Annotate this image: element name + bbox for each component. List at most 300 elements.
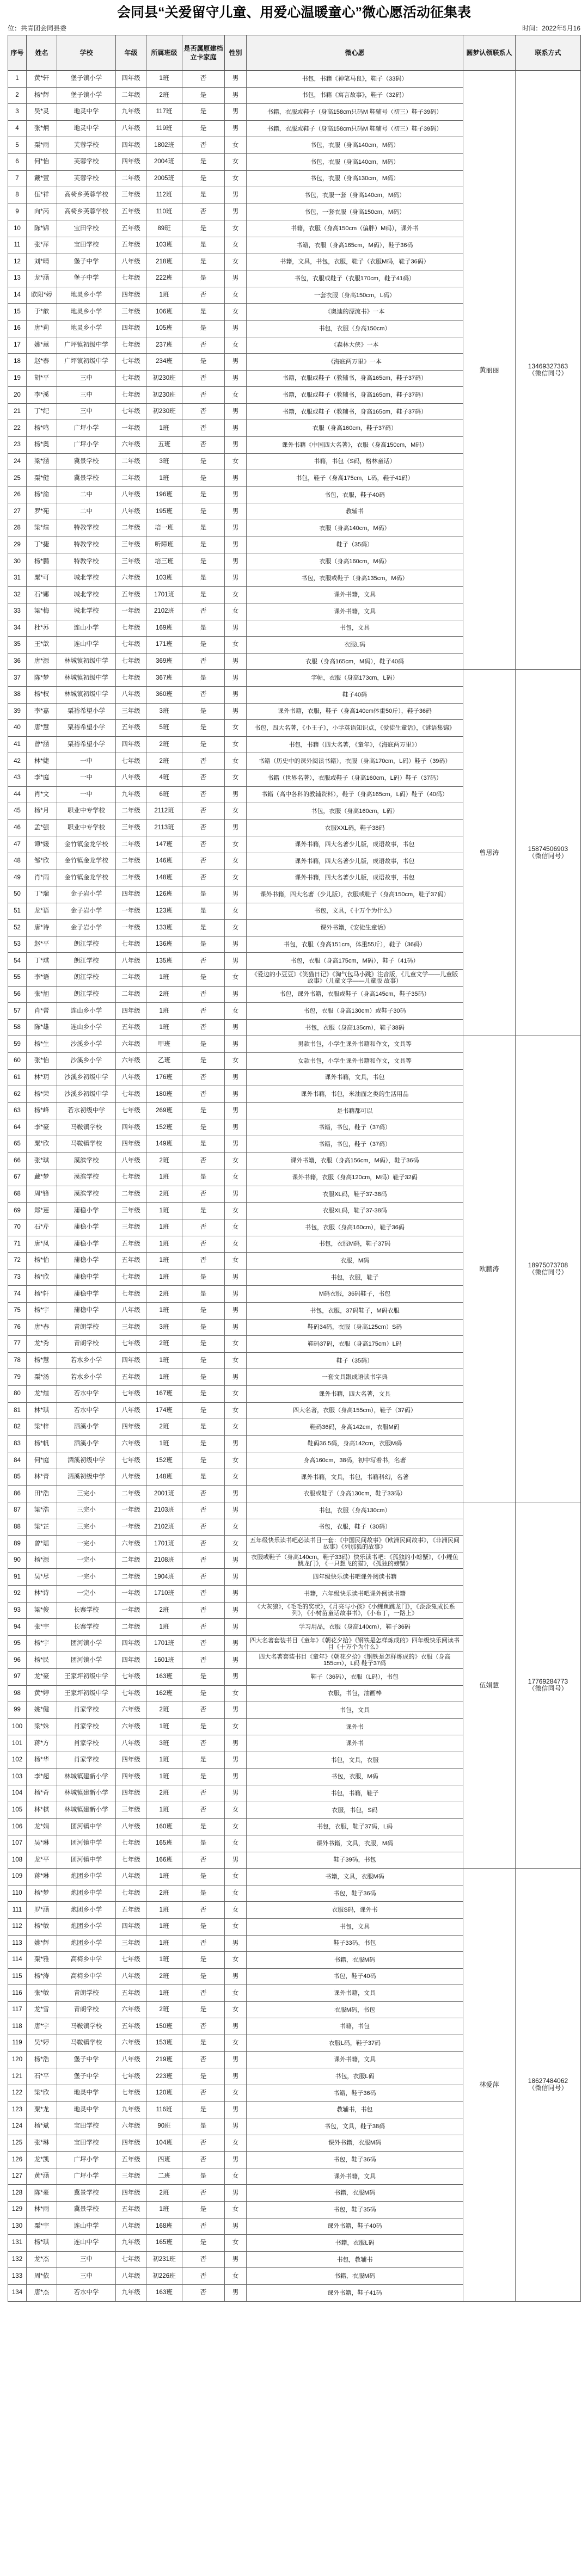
school-name: 一完小 xyxy=(57,1536,116,1552)
grade: 四年级 xyxy=(116,1419,146,1436)
grade: 六年级 xyxy=(116,1036,146,1053)
wish-text: 书籍，书包 xyxy=(247,2018,463,2035)
school-name: 职业中专学校 xyxy=(57,819,116,836)
gender: 男 xyxy=(225,1119,247,1136)
row-number: 93 xyxy=(8,1602,27,1619)
wish-text: 书籍，衣服M码 xyxy=(247,1952,463,1969)
poverty-status: 否 xyxy=(182,1652,225,1669)
gender: 女 xyxy=(225,2135,247,2152)
gender: 男 xyxy=(225,2118,247,2135)
poverty-status: 是 xyxy=(182,970,225,987)
gender: 男 xyxy=(225,1669,247,1686)
poverty-status: 是 xyxy=(182,1169,225,1186)
class-name: 1班 xyxy=(146,1236,182,1253)
student-name: 丁*琪 xyxy=(27,953,57,970)
wish-text: 书包，衣服（身高175cm，M码），鞋子（41码） xyxy=(247,953,463,970)
row-number: 60 xyxy=(8,1053,27,1070)
gender: 男 xyxy=(225,1435,247,1452)
student-name: 胡*平 xyxy=(27,370,57,387)
class-name: 162班 xyxy=(146,1685,182,1702)
grade: 三年级 xyxy=(116,304,146,321)
poverty-status: 是 xyxy=(182,1768,225,1785)
class-name: 听障班 xyxy=(146,537,182,553)
gender: 男 xyxy=(225,953,247,970)
class-name: 1班 xyxy=(146,1952,182,1969)
grade: 七年级 xyxy=(116,670,146,687)
grade: 八年级 xyxy=(116,1469,146,1486)
student-name: 唐*莉 xyxy=(27,320,57,337)
student-name: 谭*媛 xyxy=(27,836,57,853)
wish-text: 男款书包，小学生课外书籍和作文，文具等 xyxy=(247,1036,463,1053)
row-number: 28 xyxy=(8,520,27,537)
grade: 七年级 xyxy=(116,1286,146,1303)
class-name: 5班 xyxy=(146,720,182,737)
grade: 八年级 xyxy=(116,254,146,270)
school-name: 蒲稳小学 xyxy=(57,1219,116,1236)
school-name: 堡子镇小学 xyxy=(57,87,116,104)
poverty-status: 是 xyxy=(182,1352,225,1369)
poverty-status: 否 xyxy=(182,2051,225,2068)
grade: 六年级 xyxy=(116,2035,146,2052)
grade: 二年级 xyxy=(116,870,146,886)
row-number: 35 xyxy=(8,637,27,654)
student-name: 邹*欣 xyxy=(27,853,57,870)
poverty-status: 是 xyxy=(182,587,225,603)
school-name: 宝田学校 xyxy=(57,2118,116,2135)
wish-text: 书包，一套衣服（身高150cm，M码） xyxy=(247,204,463,220)
grade: 二年级 xyxy=(116,986,146,1003)
wish-text: 学习用品，衣服（身高140cm），鞋子36码 xyxy=(247,1619,463,1636)
poverty-status: 是 xyxy=(182,1269,225,1286)
student-name: 龙*秀 xyxy=(27,1336,57,1353)
row-number: 30 xyxy=(8,553,27,570)
grade: 四年级 xyxy=(116,1652,146,1669)
school-name: 马鞍镇学校 xyxy=(57,2035,116,2052)
grade: 五年级 xyxy=(116,2152,146,2168)
school-name: 漠滨学校 xyxy=(57,1169,116,1186)
row-number: 75 xyxy=(8,1302,27,1319)
poverty-status: 是 xyxy=(182,354,225,371)
row-number: 86 xyxy=(8,1486,27,1502)
class-name: 1班 xyxy=(146,287,182,304)
student-name: 粟*可 xyxy=(27,570,57,587)
poverty-status: 否 xyxy=(182,370,225,387)
school-name: 芙蓉学校 xyxy=(57,137,116,154)
student-name: 梁*涵 xyxy=(27,453,57,470)
grade: 五年级 xyxy=(116,1253,146,1269)
poverty-status: 否 xyxy=(182,1852,225,1869)
row-number: 73 xyxy=(8,1269,27,1286)
school-name: 高椅乡中学 xyxy=(57,1952,116,1969)
row-number: 82 xyxy=(8,1419,27,1436)
school-name: 芙蓉学校 xyxy=(57,153,116,170)
wish-text: 鞋子（36码），衣服（L码），书包 xyxy=(247,1669,463,1686)
school-name: 蒲稳中学 xyxy=(57,1269,116,1286)
student-name: 黄*轩 xyxy=(27,71,57,88)
wish-text: 书籍，文具，书包，衣服，鞋子（衣服M码，鞋子36码） xyxy=(247,254,463,270)
row-number: 98 xyxy=(8,1685,27,1702)
row-number: 37 xyxy=(8,670,27,687)
row-number: 107 xyxy=(8,1835,27,1852)
grade: 一年级 xyxy=(116,920,146,936)
school-name: 朗江学校 xyxy=(57,953,116,970)
student-name: 欧阳*婷 xyxy=(27,287,57,304)
row-number: 32 xyxy=(8,587,27,603)
class-name: 1701班 xyxy=(146,587,182,603)
class-name: 1班 xyxy=(146,1435,182,1452)
poverty-status: 是 xyxy=(182,1685,225,1702)
student-name: 唐*春 xyxy=(27,1319,57,1336)
grade: 七年级 xyxy=(116,1102,146,1119)
grade: 二年级 xyxy=(116,170,146,187)
row-number: 131 xyxy=(8,2235,27,2252)
poverty-status: 否 xyxy=(182,2085,225,2102)
poverty-status: 否 xyxy=(182,1785,225,1802)
school-name: 金竹镇金龙学校 xyxy=(57,836,116,853)
poverty-status: 否 xyxy=(182,2018,225,2035)
student-name: 田*浩 xyxy=(27,1486,57,1502)
wish-text: 课外书籍，文具 xyxy=(247,603,463,620)
grade: 六年级 xyxy=(116,1536,146,1552)
grade: 九年级 xyxy=(116,2284,146,2301)
gender: 女 xyxy=(225,254,247,270)
gender: 男 xyxy=(225,1069,247,1086)
row-number: 15 xyxy=(8,304,27,321)
class-name: 174班 xyxy=(146,1402,182,1419)
wish-text: 课外书籍，衣服，鞋子（身高140cm体重50斤），鞋子36码 xyxy=(247,703,463,720)
grade: 四年级 xyxy=(116,287,146,304)
wish-text: 鞋子（35码） xyxy=(247,537,463,553)
class-name: 3班 xyxy=(146,1735,182,1752)
wish-text: 课外书籍，文具 xyxy=(247,2051,463,2068)
student-name: 姚*蕙 xyxy=(27,337,57,354)
wish-text: 是书籍都可以 xyxy=(247,1102,463,1119)
poverty-status: 否 xyxy=(182,1536,225,1552)
wish-text: 书包，衣服或鞋子（衣服170cm，鞋子41码） xyxy=(247,270,463,287)
poverty-status: 是 xyxy=(182,886,225,903)
class-name: 1904班 xyxy=(146,1569,182,1586)
student-name: 唐*杰 xyxy=(27,2284,57,2301)
student-name: 罗*苑 xyxy=(27,503,57,520)
gender: 女 xyxy=(225,1402,247,1419)
school-name: 沙溪乡小学 xyxy=(57,1053,116,1070)
grade: 二年级 xyxy=(116,853,146,870)
gender: 女 xyxy=(225,2035,247,2052)
school-name: 漠滨学校 xyxy=(57,1186,116,1203)
poverty-status: 是 xyxy=(182,1419,225,1436)
poverty-status: 是 xyxy=(182,670,225,687)
phone-number[interactable]: 18975073708 xyxy=(528,1261,568,1269)
row-number: 91 xyxy=(8,1569,27,1586)
gender: 女 xyxy=(225,736,247,753)
row-number: 11 xyxy=(8,237,27,254)
gender: 女 xyxy=(225,1469,247,1486)
grade: 二年级 xyxy=(116,836,146,853)
student-name: 杨*渝 xyxy=(27,486,57,503)
poverty-status: 否 xyxy=(182,1702,225,1719)
gender: 女 xyxy=(225,603,247,620)
class-name: 2113班 xyxy=(146,819,182,836)
wish-text: 书籍，衣服（身高150cm（偏胖）M码），课外书 xyxy=(247,220,463,237)
school-name: 炮团乡小学 xyxy=(57,1902,116,1919)
gender: 男 xyxy=(225,71,247,88)
student-name: 杨*辉 xyxy=(27,87,57,104)
student-name: 李*庭 xyxy=(27,769,57,786)
row-number: 121 xyxy=(8,2068,27,2085)
school-name: 洒溪小学 xyxy=(57,1419,116,1436)
student-name: 梁*梅 xyxy=(27,603,57,620)
gender: 女 xyxy=(225,1169,247,1186)
gender: 男 xyxy=(225,1635,247,1652)
poverty-status: 是 xyxy=(182,2235,225,2252)
row-number: 1 xyxy=(8,71,27,88)
row-number: 61 xyxy=(8,1069,27,1086)
grade: 二年级 xyxy=(116,520,146,537)
wish-text: 课外书籍，文具 xyxy=(247,1985,463,2002)
grade: 七年级 xyxy=(116,1885,146,1902)
poverty-status: 是 xyxy=(182,920,225,936)
table-row xyxy=(8,1036,581,1053)
class-name: 196班 xyxy=(146,486,182,503)
student-name: 周*依 xyxy=(27,2268,57,2285)
student-name: 肖*雨 xyxy=(27,870,57,886)
wish-text: 书包，衣服（身高151cm，体重55斤），鞋子（36码） xyxy=(247,936,463,953)
school-name: 冀景学校 xyxy=(57,470,116,487)
wish-text: 书包，书籍《神笔马良》，鞋子（33码） xyxy=(247,71,463,88)
row-number: 85 xyxy=(8,1469,27,1486)
class-name: 1班 xyxy=(146,1269,182,1286)
row-number: 54 xyxy=(8,953,27,970)
header-cell: 姓名 xyxy=(27,35,57,71)
header-cell: 微心愿 xyxy=(247,35,463,71)
phone-number[interactable]: 15874506903 xyxy=(528,845,568,853)
class-name: 1701班 xyxy=(146,1536,182,1552)
row-number: 36 xyxy=(8,653,27,670)
wish-text: 书包，鞋子36码 xyxy=(247,1885,463,1902)
student-name: 龙*煊 xyxy=(27,1385,57,1402)
row-number: 41 xyxy=(8,736,27,753)
class-name: 1802班 xyxy=(146,137,182,154)
student-name: 林*琪 xyxy=(27,1402,57,1419)
organizer-text: 位：共青团会同县委 xyxy=(8,24,67,32)
gender: 男 xyxy=(225,1602,247,1619)
wish-text: M码衣服，36码鞋子，书包 xyxy=(247,1286,463,1303)
row-number: 4 xyxy=(8,120,27,137)
student-name: 张*旭 xyxy=(27,986,57,1003)
school-name: 林城镇建新小学 xyxy=(57,1802,116,1819)
school-name: 地灵乡小学 xyxy=(57,304,116,321)
row-number: 129 xyxy=(8,2202,27,2218)
wish-text: 鞋子39码，书包 xyxy=(247,1852,463,1869)
row-number: 18 xyxy=(8,354,27,371)
wish-text: 课外书籍，四大名著少儿版，成语故事，书包 xyxy=(247,836,463,853)
school-name: 高椅乡中学 xyxy=(57,1968,116,1985)
class-name: 初230班 xyxy=(146,387,182,404)
phone-number[interactable]: 17769284773 xyxy=(528,1678,568,1686)
gender: 男 xyxy=(225,2284,247,2301)
gender: 男 xyxy=(225,1102,247,1119)
grade: 五年级 xyxy=(116,720,146,737)
grade: 五年级 xyxy=(116,1019,146,1036)
poverty-status: 否 xyxy=(182,653,225,670)
class-name: 237班 xyxy=(146,337,182,354)
class-name: 105班 xyxy=(146,320,182,337)
class-name: 165班 xyxy=(146,1835,182,1852)
poverty-status: 是 xyxy=(182,720,225,737)
class-name: 2001班 xyxy=(146,1486,182,1502)
row-number: 90 xyxy=(8,1552,27,1569)
wish-text: 衣服或鞋子（身高140cm，鞋子33码）快乐读书吧：《孤独的小螃蟹》，《小鲤鱼跳龙门》，《一只想飞的猫》，《孤独的螃蟹》 xyxy=(247,1552,463,1569)
poverty-status: 否 xyxy=(182,836,225,853)
grade: 八年级 xyxy=(116,953,146,970)
class-name: 180班 xyxy=(146,1086,182,1103)
student-name: 梁*芷 xyxy=(27,1519,57,1536)
grade: 八年级 xyxy=(116,1735,146,1752)
gender: 男 xyxy=(225,686,247,703)
gender: 女 xyxy=(225,220,247,237)
gender: 女 xyxy=(225,1153,247,1169)
grade: 七年级 xyxy=(116,270,146,287)
gender: 女 xyxy=(225,1219,247,1236)
row-number: 104 xyxy=(8,1785,27,1802)
school-name: 马鞍镇学校 xyxy=(57,1119,116,1136)
gender: 男 xyxy=(225,104,247,121)
poverty-status: 否 xyxy=(182,2135,225,2152)
poverty-status: 否 xyxy=(182,753,225,770)
school-name: 一完小 xyxy=(57,1586,116,1603)
class-name: 120班 xyxy=(146,2085,182,2102)
gender: 女 xyxy=(225,970,247,987)
school-name: 若水中学 xyxy=(57,1402,116,1419)
student-name: 石*娜 xyxy=(27,587,57,603)
poverty-status: 否 xyxy=(182,1486,225,1502)
school-name: 肖家学校 xyxy=(57,1718,116,1735)
poverty-status: 否 xyxy=(182,1086,225,1103)
school-name: 王家坪初级中学 xyxy=(57,1685,116,1702)
school-name: 青朗学校 xyxy=(57,2001,116,2018)
poverty-status: 否 xyxy=(182,803,225,820)
school-name: 三完小 xyxy=(57,1486,116,1502)
liaison-name: 伍娟慧 xyxy=(463,1502,516,1869)
poverty-status: 否 xyxy=(182,1153,225,1169)
class-name: 初230班 xyxy=(146,403,182,420)
gender: 女 xyxy=(225,1536,247,1552)
grade: 八年级 xyxy=(116,486,146,503)
row-number: 6 xyxy=(8,153,27,170)
class-name: 90班 xyxy=(146,2118,182,2135)
school-name: 三中 xyxy=(57,370,116,387)
student-name: 张*萍 xyxy=(27,237,57,254)
gender: 女 xyxy=(225,920,247,936)
phone-number[interactable]: 18627484062 xyxy=(528,2077,568,2085)
grade: 七年级 xyxy=(116,1086,146,1103)
class-name: 1班 xyxy=(146,470,182,487)
grade: 七年级 xyxy=(116,1336,146,1353)
gender: 男 xyxy=(225,1852,247,1869)
wish-text: 书籍，书包，鞋子（37码） xyxy=(247,1119,463,1136)
class-name: 148班 xyxy=(146,1469,182,1486)
school-name: 三中 xyxy=(57,403,116,420)
table-row xyxy=(8,1869,581,1885)
class-name: 五班 xyxy=(146,437,182,454)
student-name: 李*豪 xyxy=(27,1119,57,1136)
wish-text: 课外书籍，文具 xyxy=(247,587,463,603)
header-cell: 学校 xyxy=(57,35,116,71)
row-number: 29 xyxy=(8,537,27,553)
wish-text: 书籍（历史中的课外阅读书籍），衣服（身高170cm，L码）鞋子（39码） xyxy=(247,753,463,770)
grade: 七年级 xyxy=(116,753,146,770)
poverty-status: 是 xyxy=(182,1669,225,1686)
gender: 男 xyxy=(225,620,247,637)
student-name: 唐*宇 xyxy=(27,2018,57,2035)
class-name: 1班 xyxy=(146,1869,182,1885)
gender: 男 xyxy=(225,2218,247,2235)
gender: 女 xyxy=(225,1519,247,1536)
grade: 四年级 xyxy=(116,736,146,753)
student-name: 梁*浩 xyxy=(27,1502,57,1519)
liaison-name: 林爱萍 xyxy=(463,1869,516,2301)
class-name: 1班 xyxy=(146,1169,182,1186)
wish-text: 四大名著，衣服（身高155cm），鞋子（37码） xyxy=(247,1402,463,1419)
school-name: 林城镇建新小学 xyxy=(57,1785,116,1802)
grade: 三年级 xyxy=(116,1319,146,1336)
gender: 男 xyxy=(225,470,247,487)
gender: 女 xyxy=(225,1952,247,1969)
gender: 男 xyxy=(225,503,247,520)
student-name: 梁*煊 xyxy=(27,520,57,537)
school-name: 连山中学 xyxy=(57,2235,116,2252)
gender: 女 xyxy=(225,304,247,321)
grade: 一年级 xyxy=(116,603,146,620)
grade: 四年级 xyxy=(116,1752,146,1768)
row-number: 3 xyxy=(8,104,27,121)
poverty-status: 否 xyxy=(182,2185,225,2202)
row-number: 46 xyxy=(8,819,27,836)
phone-note: （微信同号） xyxy=(528,2084,568,2092)
school-name: 特教学校 xyxy=(57,520,116,537)
school-name: 连山乡小学 xyxy=(57,1019,116,1036)
school-name: 三完小 xyxy=(57,1519,116,1536)
school-name: 广坪小学 xyxy=(57,437,116,454)
school-name: 三完小 xyxy=(57,1502,116,1519)
class-name: 1601班 xyxy=(146,1652,182,1669)
poverty-status: 否 xyxy=(182,686,225,703)
grade: 五年级 xyxy=(116,1369,146,1386)
student-name: 杨*源 xyxy=(27,1552,57,1569)
poverty-status: 否 xyxy=(182,870,225,886)
wish-text: 书包，鞋子（身高175cm，L码，鞋子41码） xyxy=(247,470,463,487)
poverty-status: 是 xyxy=(182,1835,225,1852)
wish-text: 衣服（身高160cm，鞋子37码） xyxy=(247,420,463,437)
poverty-status: 否 xyxy=(182,2152,225,2168)
student-name: 陈*锦 xyxy=(27,220,57,237)
class-name: 2班 xyxy=(146,753,182,770)
poverty-status: 否 xyxy=(182,1586,225,1603)
gender: 女 xyxy=(225,1802,247,1819)
wish-text: 书包，教辅书 xyxy=(247,2251,463,2268)
class-name: 2108班 xyxy=(146,1552,182,1569)
class-name: 165班 xyxy=(146,2235,182,2252)
grade: 四年级 xyxy=(116,1918,146,1935)
school-name: 金子岩小学 xyxy=(57,920,116,936)
school-name: 团河镇小学 xyxy=(57,1652,116,1669)
row-number: 113 xyxy=(8,1935,27,1952)
school-name: 连山乡小学 xyxy=(57,1003,116,1020)
grade: 七年级 xyxy=(116,354,146,371)
class-name: 222班 xyxy=(146,270,182,287)
table-header-row xyxy=(8,35,581,71)
phone-number[interactable]: 13469327363 xyxy=(528,362,568,371)
